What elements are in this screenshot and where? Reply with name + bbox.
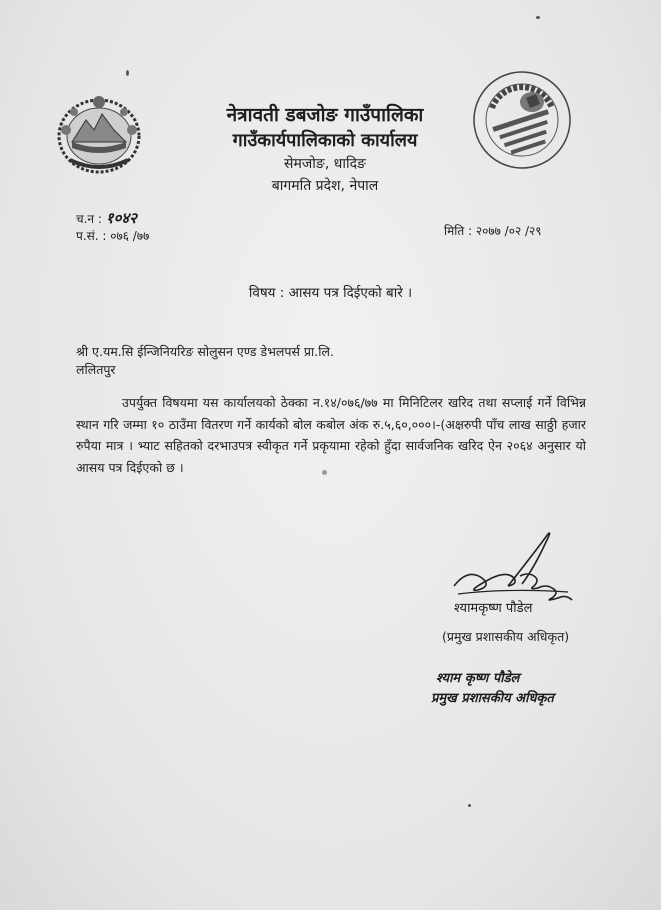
patra-value: ०७६ /७७ — [110, 229, 150, 243]
office-province: बागमति प्रदेश, नेपाल — [271, 178, 379, 194]
stamp-title: प्रमुख प्रशासकीय अधिकृत — [431, 691, 554, 706]
recipient-name: श्री ए.यम.सि ईन्जिनियरिङ सोलुसन एण्ड डेभलपर्स प्रा.लि. — [76, 344, 334, 359]
signatory-title: (प्रमुख प्रशासकीय अधिकृत) — [442, 629, 570, 644]
letter-body: उपर्युक्त विषयमा यस कार्यालयको ठेक्का न.१४/०७६/७७ मा मिनिटिलर खरिद तथा सप्लाई गर्ने विभिन्न स्थान गरि जम्मा १० ठाउँमा वितरण गर्ने कार्यको बोल कबोल अंक रु.५,६०,०००।-(अक्षरुपी पाँच लाख साठ्ठी हजार रुपैया मात्र । भ्याट सहितको दरभाउपत्र स्वीकृत गर्ने प्रकृयामा रहेको हुँदा सार्वजनिक खरिद ऐन २०६४ अनुसार यो आसय पत्र दिईएको छ । — [76, 395, 586, 475]
chalani-label: च.न : — [76, 212, 102, 226]
scan-speck — [468, 804, 471, 807]
letter-date: मिति : २०७७ /०२ /२९ — [444, 224, 542, 238]
nepal-emblem-icon — [52, 90, 146, 176]
reference-block — [76, 210, 149, 245]
office-location: सेमजोङ, धादिङ — [284, 156, 366, 172]
handwritten-signature-icon — [448, 528, 578, 608]
signatory-name: श्यामकृष्ण पौडेल — [454, 601, 533, 616]
letter-subject: विषय : आसय पत्र दिईएको बारे । — [248, 285, 413, 301]
recipient-place: ललितपुर — [76, 362, 116, 377]
municipality-name: नेत्रावती डबजोङ गाउँपालिका — [226, 104, 424, 126]
letterhead — [180, 102, 470, 197]
recipient-address — [76, 343, 334, 379]
scan-speck — [322, 470, 327, 475]
stamp-name: श्याम कृष्ण पौडेल — [436, 671, 520, 686]
office-seal-icon — [470, 68, 574, 172]
office-name: गाउँकार्यपालिकाको कार्यालय — [232, 130, 418, 151]
patra-label: प.सं. : — [76, 229, 107, 243]
chalani-number: १०४२ — [105, 209, 137, 227]
scan-speck — [126, 70, 129, 76]
scan-speck — [536, 16, 540, 19]
